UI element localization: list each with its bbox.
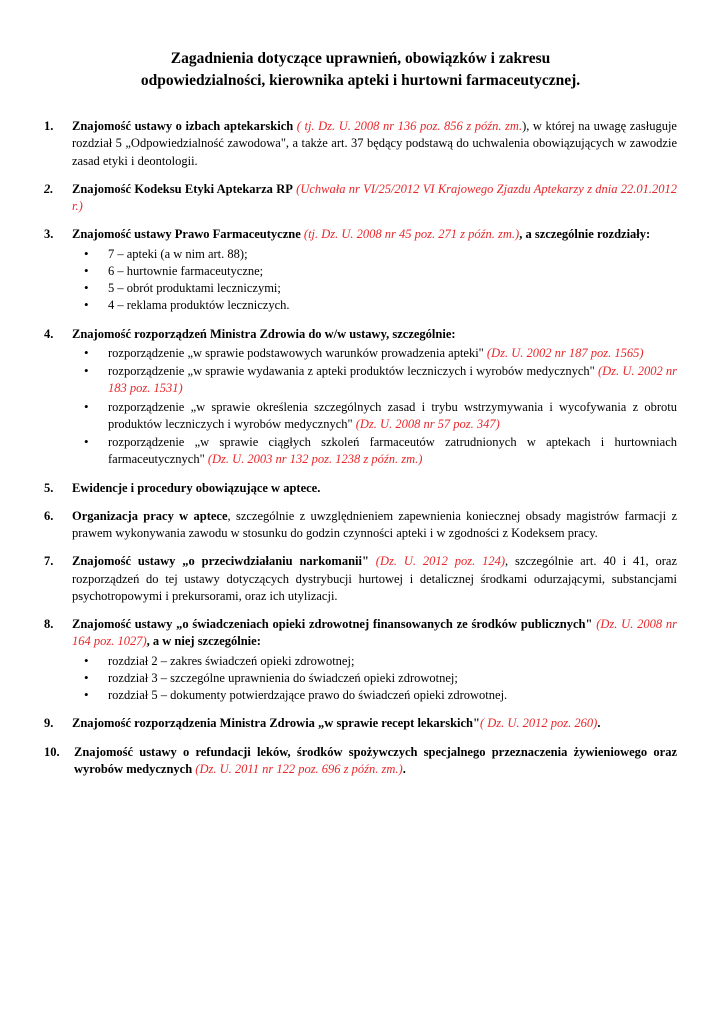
list-item-number: 8. bbox=[44, 617, 54, 631]
page-title-line-1: Zagadnienia dotyczące uprawnień, obowiązków i zakresu bbox=[170, 50, 551, 67]
sub-item-citation: (Dz. U. 2008 nr 57 poz. 347) bbox=[355, 416, 500, 431]
list-item-citation: (tj. Dz. U. 2008 nr 45 poz. 271 z późn. zm.) bbox=[303, 227, 520, 242]
list-item-number: 6. bbox=[44, 508, 54, 523]
list-item-number: 1. bbox=[44, 119, 54, 133]
list-item-tail: . bbox=[402, 761, 406, 776]
list-item-lead: Znajomość ustawy „o przeciwdziałaniu narkomanii" bbox=[72, 554, 369, 569]
list-item bbox=[72, 246, 677, 263]
sub-item-citation: (Dz. U. 2002 nr 183 poz. 1531) bbox=[108, 364, 677, 396]
list-item-lead: Ewidencje i procedury obowiązujące w aptece. bbox=[72, 480, 321, 495]
list-item bbox=[72, 687, 677, 704]
page-title-line-2: odpowiedzialności, kierownika apteki i hurtowni farmaceutycznej. bbox=[140, 72, 581, 89]
list-item-number: 4. bbox=[44, 326, 54, 341]
list-item bbox=[72, 263, 677, 280]
list-item bbox=[44, 715, 677, 732]
list-item-citation: ( tj. Dz. U. 2008 nr 136 poz. 856 z późn. zm. bbox=[296, 119, 523, 133]
list-item-tail: , szczególnie art. 40 i 41, oraz rozporządzeń do tej ustawy dotyczących dystrybucji hurtowej i detalicznej środkami odurzającymi, substancjami psychotropowymi i prekursorami, oraz ich utylizacji. bbox=[72, 554, 678, 603]
list-item bbox=[44, 744, 677, 779]
list-item bbox=[44, 553, 677, 605]
list-item bbox=[72, 297, 677, 314]
list-item-number: 2. bbox=[44, 181, 54, 196]
list-item-lead: Znajomość ustawy o izbach aptekarskich bbox=[72, 119, 294, 133]
list-item-number: 7. bbox=[44, 554, 54, 569]
sub-item-text: 5 – obrót produktami leczniczymi; bbox=[108, 281, 281, 295]
list-item-number: 10. bbox=[44, 744, 60, 759]
sub-item-text: 7 – apteki (a w nim art. 88); bbox=[108, 246, 248, 261]
sub-item-citation: (Dz. U. 2002 nr 187 poz. 1565) bbox=[486, 345, 644, 360]
list-item bbox=[44, 326, 677, 469]
list-item-citation: ( Dz. U. 2012 poz. 260) bbox=[479, 716, 598, 731]
requirements-list bbox=[44, 118, 677, 778]
list-item bbox=[44, 226, 677, 314]
list-item-lead: Znajomość Kodeksu Etyki Aptekarza RP bbox=[72, 181, 293, 196]
list-item-number: 5. bbox=[44, 480, 54, 495]
list-item bbox=[44, 118, 677, 170]
list-item bbox=[72, 653, 677, 670]
sub-item-text: 4 – reklama produktów leczniczych. bbox=[108, 298, 290, 313]
page-title bbox=[66, 48, 655, 92]
list-item-lead: Znajomość ustawy „o świadczeniach opieki zdrowotnej finansowanych ze środków publicznych" bbox=[72, 617, 593, 631]
sub-item-text: rozdział 2 – zakres świadczeń opieki zdrowotnej; bbox=[108, 653, 355, 668]
list-item-citation: (Dz. U. 2008 nr 164 poz. 1027) bbox=[72, 617, 677, 649]
list-item-lead: Znajomość rozporządzeń Ministra Zdrowia do w/w ustawy, szczególnie: bbox=[72, 326, 456, 341]
sub-item-text: rozporządzenie „w sprawie wydawania z apteki produktów leczniczych i wyrobów medycznych" bbox=[108, 364, 598, 378]
sub-item-text: rozdział 3 – szczególne uprawnienia do świadczeń opieki zdrowotnej; bbox=[108, 670, 458, 685]
sub-item-text: rozporządzenie „w sprawie ciągłych szkoleń farmaceutów zatrudnionych w aptekach i hurtowniach farmaceutycznych" bbox=[108, 435, 677, 467]
list-item-tail: , szczególnie z uwzględnieniem zapewnienia koniecznej obsady magistrów farmacji z prawem wykonywania zawodu w stosunku do godzin czynności apteki i w zgodności z Kodeksem pracy. bbox=[72, 508, 677, 540]
list-item-lead: Znajomość ustawy o refundacji leków, środków spożywczych specjalnego przeznaczenia żywieniowego oraz wyrobów medycznych bbox=[74, 744, 677, 776]
list-item bbox=[72, 670, 677, 687]
list-item bbox=[72, 434, 677, 469]
list-item bbox=[72, 363, 677, 398]
list-item bbox=[44, 181, 677, 216]
list-item bbox=[72, 399, 677, 434]
sub-item-text: rozporządzenie „w sprawie określenia szczególnych zasad i trybu wstrzymywania i wycofywania z obrotu produktów leczniczych i wyrobów medycznych" bbox=[108, 399, 677, 431]
sub-list bbox=[72, 345, 677, 469]
list-item bbox=[44, 480, 677, 497]
list-item bbox=[72, 345, 677, 362]
sub-list bbox=[72, 653, 677, 705]
list-item-lead: Znajomość rozporządzenia Ministra Zdrowia „w sprawie recept lekarskich" bbox=[72, 716, 480, 731]
list-item-citation: (Dz. U. 2012 poz. 124) bbox=[375, 554, 505, 569]
sub-item-text: rozdział 5 – dokumenty potwierdzające prawo do świadczeń opieki zdrowotnej. bbox=[108, 688, 508, 702]
list-item bbox=[44, 508, 677, 543]
list-item bbox=[72, 280, 677, 297]
list-item-lead: Znajomość ustawy Prawo Farmaceutyczne bbox=[72, 227, 301, 242]
list-item-tail: , a w niej szczególnie: bbox=[146, 634, 261, 649]
sub-item-text: rozporządzenie „w sprawie podstawowych warunków prowadzenia apteki" bbox=[108, 345, 487, 360]
list-item-tail: . bbox=[597, 716, 601, 731]
list-item-tail: , a szczególnie rozdziały: bbox=[519, 227, 651, 242]
list-item-number: 3. bbox=[44, 227, 54, 242]
list-item-tail: ), w której na uwagę zasługuje rozdział 5 „Odpowiedzialność zawodowa", a także art. 37 będący podstawą do uchwalenia obowiązujących w zawodzie zasad etyki i deontologii. bbox=[72, 119, 677, 168]
sub-item-citation: (Dz. U. 2003 nr 132 poz. 1238 z późn. zm.) bbox=[207, 452, 423, 467]
sub-item-text: 6 – hurtownie farmaceutyczne; bbox=[108, 263, 264, 278]
list-item bbox=[44, 616, 677, 704]
sub-list bbox=[72, 246, 677, 315]
list-item-lead: Organizacja pracy w aptece bbox=[72, 508, 228, 523]
list-item-number: 9. bbox=[44, 716, 54, 731]
list-item-citation: (Dz. U. 2011 nr 122 poz. 696 z późn. zm.) bbox=[195, 761, 403, 776]
list-item-citation: (Uchwała nr VI/25/2012 VI Krajowego Zjazdu Aptekarzy z dnia 22.01.2012 r.) bbox=[72, 181, 678, 213]
